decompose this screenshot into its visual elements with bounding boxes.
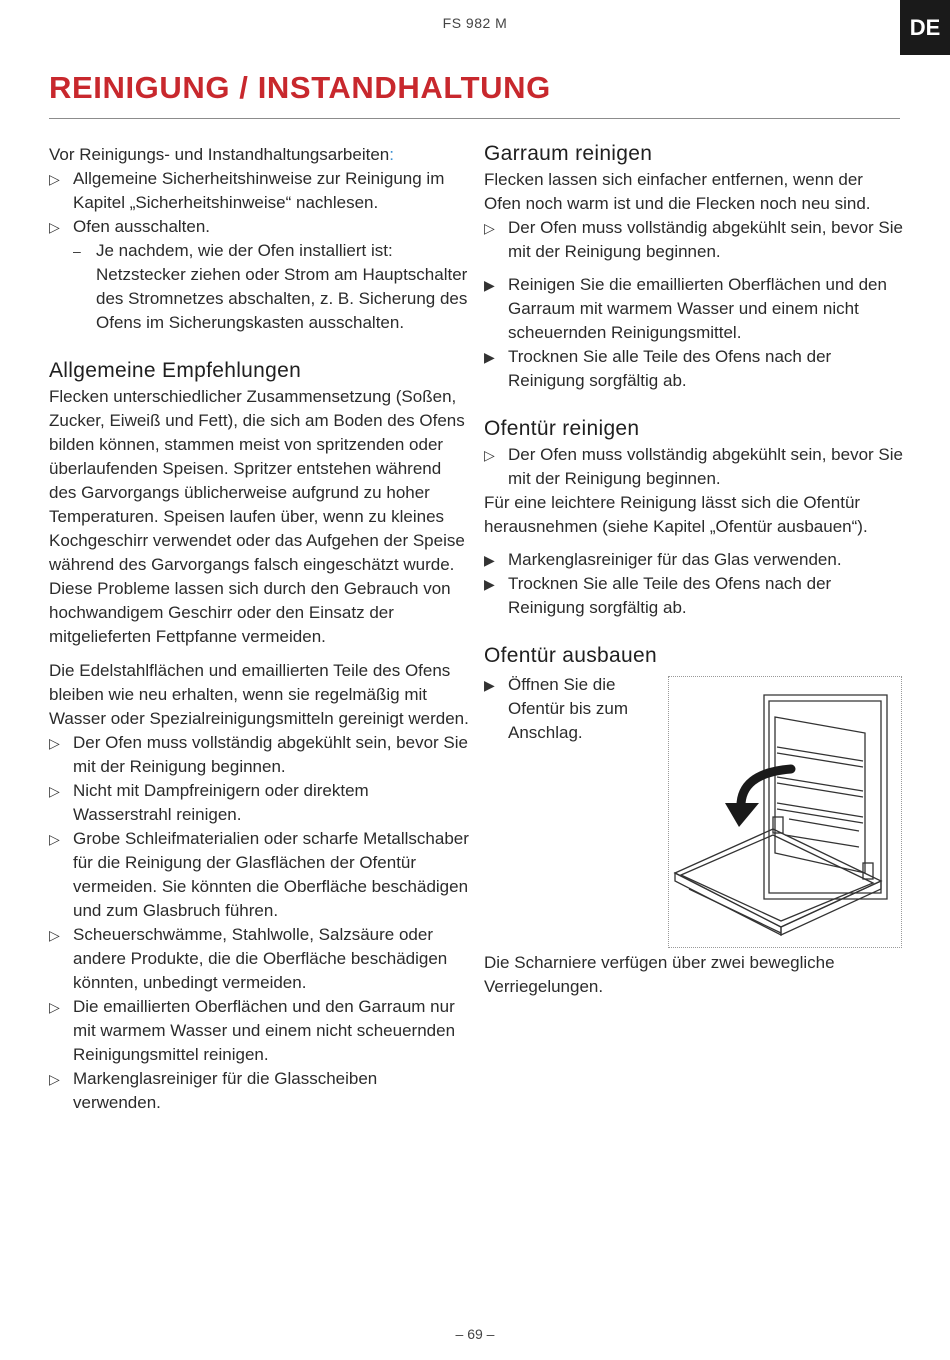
list-item [49,167,469,215]
section-heading-ofentuer-reinigen: Ofentür reinigen [484,417,640,440]
step-text: Reinigen Sie die emaillierten Oberflächen und den Garraum mit warmem Wasser und einem nicht scheuernden Reinigungsmittel. [508,275,887,342]
list-item-text: Grobe Schleifmaterialien oder scharfe Metallschaber für die Reinigung der Glasflächen der Ofentür vermeiden. Sie könnten die Oberfläche beschädigen und zum Glasbruch führen. [73,829,469,920]
open-triangle-icon: ▷ [49,927,60,943]
list-item-text: Die emaillierten Oberflächen und den Garraum nur mit warmem Wasser und einem nicht scheuernden Reinigungsmittel reinigen. [73,997,456,1064]
intro-text [49,143,469,167]
paragraph: Flecken unterschiedlicher Zusammensetzung (Soßen, Zucker, Eiweiß und Fett), die sich am Boden des Ofens bilden können, stammen meist von spritzenden oder überlaufenden Speisen. Spritzer entstehen während des Garvorgangs üblicherweise aufgrund zu hoher Temperaturen. Speisen laufen über, wenn zu kleines Kochgeschirr verwendet oder das Aufgehen der Speise während des Garvorgangs falsch eingeschätzt wurde. Diese Probleme lassen sich durch den Gebrauch von hochwandigem Geschirr oder den Einsatz der mitgelieferten Fettpfanne vermeiden. [49,387,465,646]
list-item-text: Je nachdem, wie der Ofen installiert ist: Netzstecker ziehen oder Strom am Hauptschalter des Stromnetzes abschalten, z. B. Sicherung des Ofens im Sicherungskasten ausschalten. [96,241,468,332]
list-item [49,995,469,1067]
oven-open-door-icon [669,677,901,947]
section-heading-allgemeine-empfehlungen: Allgemeine Empfehlungen [49,359,302,382]
right-column [484,140,904,999]
step-item [484,345,904,393]
page-title: REINIGUNG / INSTANDHALTUNG [49,70,551,105]
open-triangle-icon: ▷ [484,447,495,463]
paragraph: Die Scharniere verfügen über zwei bewegliche Verriegelungen. [484,953,835,996]
list-item-text: Ofen ausschalten. [73,217,211,236]
intro-label: Vor Reinigungs- und Instandhaltungsarbeiten [49,145,390,164]
dash-icon: – [73,243,81,259]
filled-triangle-icon: ▶ [484,277,495,293]
open-triangle-icon: ▷ [49,783,60,799]
sub-list-item [49,239,469,335]
list-item [49,1067,469,1115]
list-item-text: Nicht mit Dampfreinigern oder direktem Wasserstrahl reinigen. [73,781,369,824]
language-tab: DE [900,0,950,55]
title-divider [49,118,900,119]
figure-row [484,673,904,951]
list-item-text: Markenglasreiniger für die Glasscheiben verwenden. [73,1069,378,1112]
step-text: Trocknen Sie alle Teile des Ofens nach der Reinigung sorgfältig ab. [508,574,832,617]
list-item-text: Allgemeine Sicherheitshinweise zur Reinigung im Kapitel „Sicherheitshinweise“ nachlesen. [73,169,445,212]
list-item-text: Scheuerschwämme, Stahlwolle, Salzsäure oder andere Produkte, die die Oberfläche beschädigen könnten, unbedingt vermeiden. [73,925,448,992]
filled-triangle-icon: ▶ [484,677,495,693]
open-triangle-icon: ▷ [49,735,60,751]
open-triangle-icon: ▷ [484,220,495,236]
step-item [484,548,904,572]
page-number: – 69 – [455,1326,495,1342]
section-heading-garraum-reinigen: Garraum reinigen [484,142,653,165]
paragraph: Für eine leichtere Reinigung lässt sich die Ofentür herausnehmen (siehe Kapitel „Ofentür ausbauen“). [484,493,868,536]
open-triangle-icon: ▷ [49,1071,60,1087]
list-item-text: Der Ofen muss vollständig abgekühlt sein, bevor Sie mit der Reinigung beginnen. [73,733,468,776]
filled-triangle-icon: ▶ [484,576,495,592]
paragraph: Flecken lassen sich einfacher entfernen, wenn der Ofen noch warm ist und die Flecken noch neu sind. [484,170,871,213]
oven-door-illustration [668,676,902,948]
step-text: Markenglasreiniger für das Glas verwenden. [508,550,842,569]
step-text: Trocknen Sie alle Teile des Ofens nach der Reinigung sorgfältig ab. [508,347,832,390]
filled-triangle-icon: ▶ [484,552,495,568]
model-header: FS 982 M [442,15,508,31]
left-column [49,143,469,1115]
open-triangle-icon: ▷ [49,999,60,1015]
step-item [484,572,904,620]
list-item [49,923,469,995]
step-text: Öffnen Sie die Ofentür bis zum Anschlag. [508,675,628,742]
note-text: Der Ofen muss vollständig abgekühlt sein, bevor Sie mit der Reinigung beginnen. [508,218,903,261]
intro-colon: : [389,145,394,164]
open-triangle-icon: ▷ [49,831,60,847]
note-item [484,443,904,491]
filled-triangle-icon: ▶ [484,349,495,365]
list-item [49,827,469,923]
list-item [49,731,469,779]
open-triangle-icon: ▷ [49,219,60,235]
step-item [484,673,658,745]
open-triangle-icon: ▷ [49,171,60,187]
list-item [49,779,469,827]
paragraph: Die Edelstahlflächen und emaillierten Teile des Ofens bleiben wie neu erhalten, wenn sie regelmäßig mit Wasser oder Spezialreinigungsmitteln gereinigt werden. [49,661,469,728]
note-text: Der Ofen muss vollständig abgekühlt sein, bevor Sie mit der Reinigung beginnen. [508,445,903,488]
note-item [484,216,904,264]
step-item [484,273,904,345]
section-heading-ofentuer-ausbauen: Ofentür ausbauen [484,644,657,667]
list-item [49,215,469,239]
